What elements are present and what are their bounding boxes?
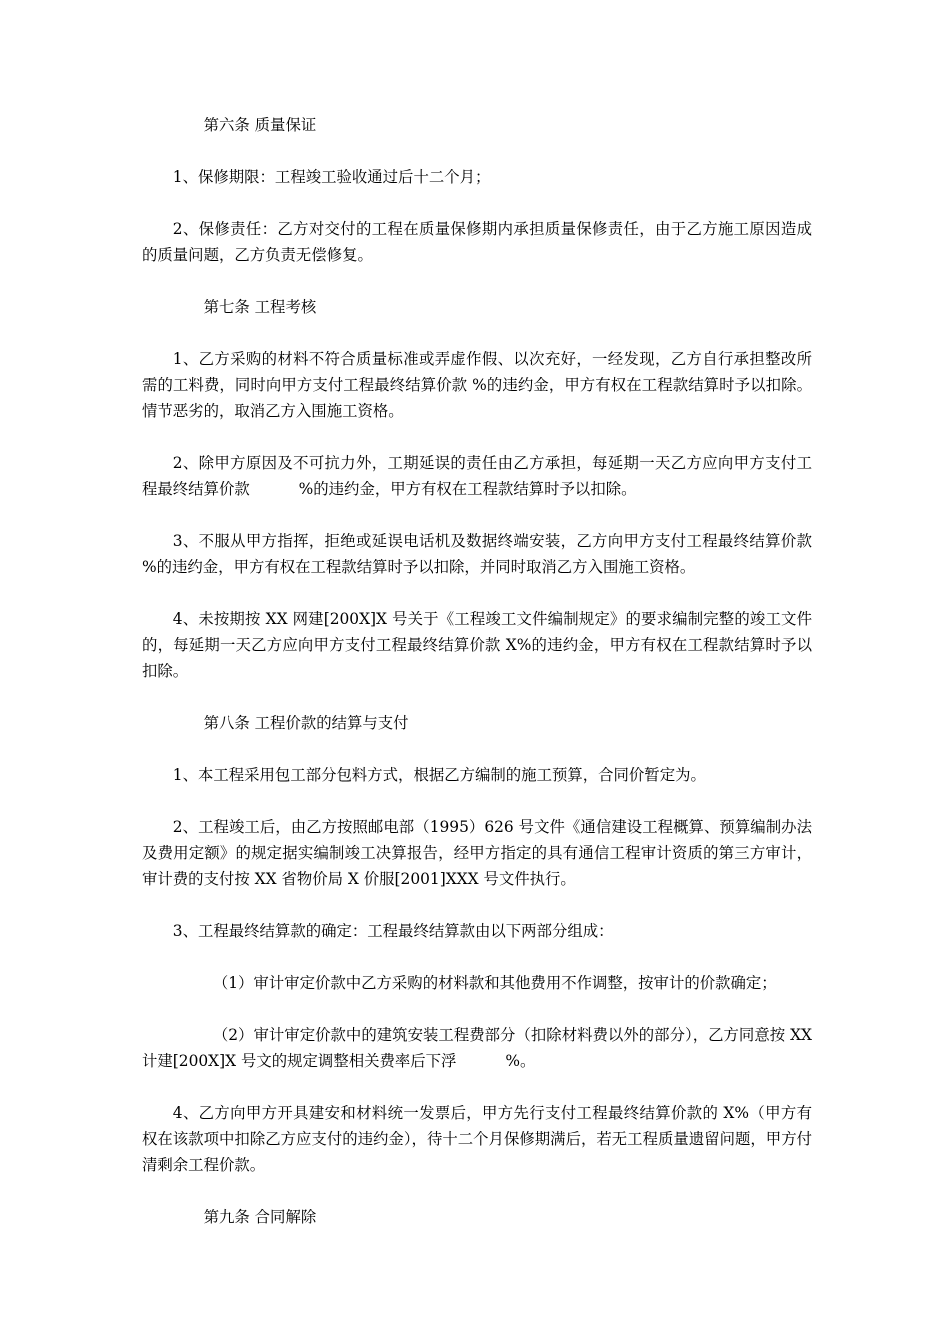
section-heading: 第八条 工程价款的结算与支付 bbox=[203, 714, 409, 732]
clause-paragraph: 4、乙方向甲方开具建安和材料统一发票后，甲方先行支付工程最终结算价款的 X%（甲方有权在该款项中扣除乙方应支付的违约金），待十二个月保修期满后，若无工程质量遗留问题，甲方付清剩余工程价款。 bbox=[142, 1104, 812, 1174]
clause-paragraph: 2、工程竣工后，由乙方按照邮电部（1995）626 号文件《通信建设工程概算、预算编制办法及费用定额》的规定据实编制竣工决算报告，经甲方指定的具有通信工程审计资质的第三方审计，审计费的支付按 XX 省物价局 X 价服[2001]XXX 号文件执行。 bbox=[142, 818, 812, 888]
clause-paragraph: 3、不服从甲方指挥，拒绝或延误电话机及数据终端安装，乙方向甲方支付工程最终结算价款 %的违约金，甲方有权在工程款结算时予以扣除，并同时取消乙方入围施工资格。 bbox=[142, 532, 817, 576]
section-heading: 第九条 合同解除 bbox=[203, 1208, 317, 1226]
clause-paragraph: 2、除甲方原因及不可抗力外，工期延误的责任由乙方承担，每延期一天乙方应向甲方支付工程最终结算价款 %的违约金，甲方有权在工程款结算时予以扣除。 bbox=[142, 454, 812, 498]
clause-paragraph: 2、保修责任：乙方对交付的工程在质量保修期内承担质量保修责任，由于乙方施工原因造成的质量问题，乙方负责无偿修复。 bbox=[142, 220, 812, 264]
clause-paragraph: 3、工程最终结算款的确定：工程最终结算款由以下两部分组成： bbox=[172, 922, 614, 940]
clause-paragraph: 4、未按期按 XX 网建[200X]X 号关于《工程竣工文件编制规定》的要求编制完整的竣工文件的，每延期一天乙方应向甲方支付工程最终结算价款 X%的违约金，甲方有权在工程款结算时予以扣除。 bbox=[142, 610, 812, 680]
sub-clause-paragraph: （2）审计审定价款中的建筑安装工程费部分（扣除材料费以外的部分），乙方同意按 XX 计建[200X]X 号文的规定调整相关费率后下浮 %。 bbox=[142, 1026, 817, 1070]
document-page bbox=[142, 112, 817, 1256]
section-heading: 第六条 质量保证 bbox=[203, 116, 317, 134]
clause-paragraph: 1、乙方采购的材料不符合质量标准或弄虚作假、以次充好，一经发现，乙方自行承担整改所需的工料费，同时向甲方支付工程最终结算价款 %的违约金，甲方有权在工程款结算时予以扣除。情节恶劣的，取消乙方入围施工资格。 bbox=[142, 350, 812, 420]
clause-paragraph: 1、本工程采用包工部分包料方式，根据乙方编制的施工预算，合同价暂定为。 bbox=[172, 766, 706, 784]
clause-paragraph: 1、保修期限：工程竣工验收通过后十二个月； bbox=[172, 168, 491, 186]
section-heading: 第七条 工程考核 bbox=[203, 298, 317, 316]
sub-clause-paragraph: （1）审计审定价款中乙方采购的材料款和其他费用不作调整，按审计的价款确定； bbox=[212, 974, 777, 992]
